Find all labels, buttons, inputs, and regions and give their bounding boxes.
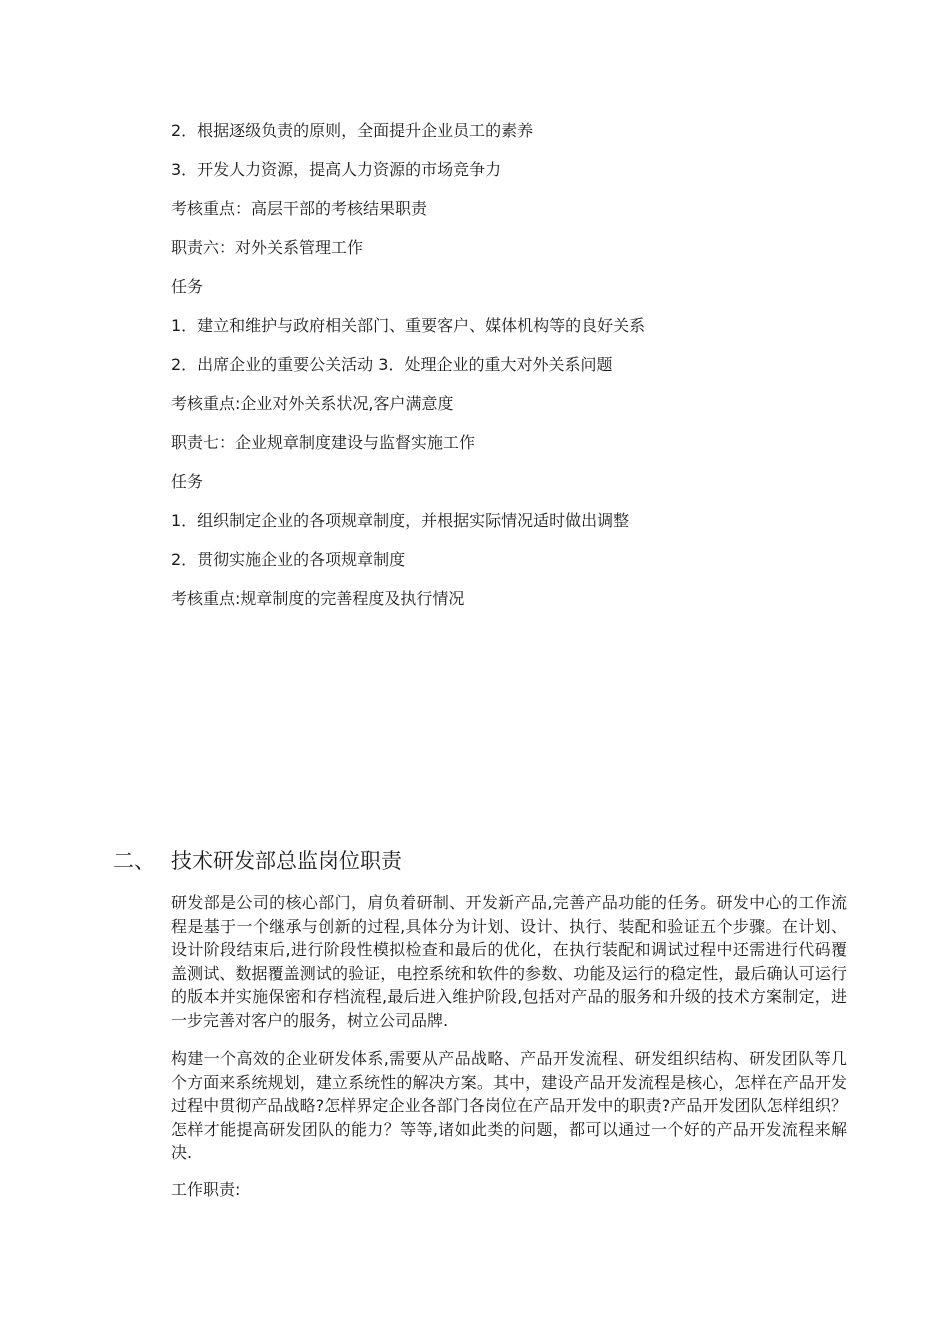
work-duties-label: 工作职责: bbox=[171, 1180, 241, 1199]
system-paragraph: 构建一个高效的企业研发体系,需要从产品战略、产品开发流程、研发组织结构、研发团队等几个方面来系统规划，建立系统性的解决方案。其中，建设产品开发流程是核心，怎样在产品开发过程中贯彻产品战略?怎样界定企业各部门各岗位在产品开发中的职责?产品开发团队怎样组织？怎样才能提高研发团队的能力？等等,诸如此类的问题，都可以通过一个好的产品开发流程来解决. bbox=[171, 1049, 847, 1162]
text-line: 2．根据逐级负责的原则，全面提升企业员工的素养 bbox=[171, 121, 534, 140]
intro-paragraph: 研发部是公司的核心部门，肩负着研制、开发新产品,完善产品功能的任务。研发中心的工作流程是基于一个继承与创新的过程,具体分为计划、设计、执行、装配和验证五个步骤。在计划、设计阶段结束后,进行阶段性模拟检查和最后的优化，在执行装配和调试过程中还需进行代码覆盖测试、数据覆盖测试的验证，电控系统和软件的参数、功能及运行的稳定性，最后确认可运行的版本并实施保密和存档流程,最后进入维护阶段,包括对产品的服务和升级的技术方案制定，进一步完善对客户的服务，树立公司品牌. bbox=[171, 893, 847, 1030]
text-line: 2．贯彻实施企业的各项规章制度 bbox=[171, 550, 406, 569]
task-label: 任务 bbox=[171, 277, 204, 296]
section-title: 技术研发部总监岗位职责 bbox=[171, 849, 402, 873]
assessment-focus-line: 考核重点：高层干部的考核结果职责 bbox=[171, 199, 428, 218]
text-line: 1．组织制定企业的各项规章制度，并根据实际情况适时做出调整 bbox=[171, 511, 630, 530]
assessment-focus-line: 考核重点:规章制度的完善程度及执行情况 bbox=[171, 589, 465, 608]
text-line: 3．开发人力资源，提高人力资源的市场竞争力 bbox=[171, 160, 502, 179]
duty-heading: 职责六：对外关系管理工作 bbox=[171, 238, 364, 257]
section-number: 二、 bbox=[113, 849, 155, 873]
text-line: 2．出席企业的重要公关活动 3．处理企业的重大对外关系问题 bbox=[171, 355, 613, 374]
task-label: 任务 bbox=[171, 472, 204, 491]
duty-heading: 职责七：企业规章制度建设与监督实施工作 bbox=[171, 433, 476, 452]
text-line: 1．建立和维护与政府相关部门、重要客户、媒体机构等的良好关系 bbox=[171, 316, 646, 335]
assessment-focus-line: 考核重点:企业对外关系状况,客户满意度 bbox=[171, 394, 454, 413]
